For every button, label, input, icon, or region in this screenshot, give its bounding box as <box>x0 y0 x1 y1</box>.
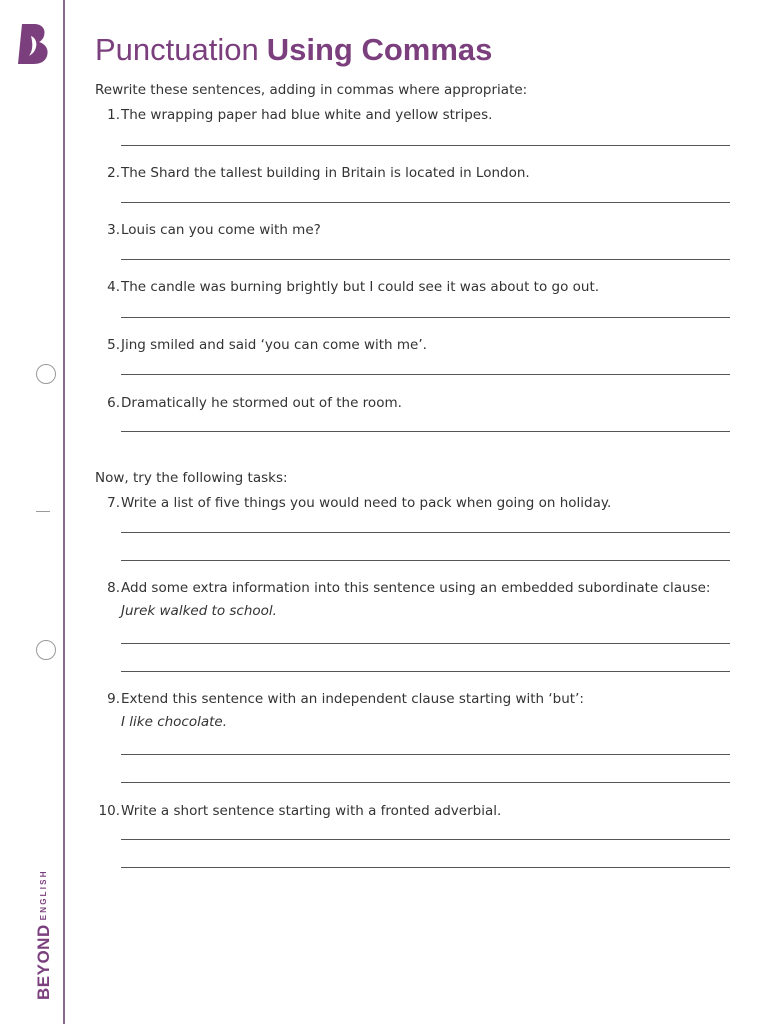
margin-line <box>63 0 65 1024</box>
question-number: 3. <box>107 222 120 238</box>
title-bold: Using Commas <box>266 32 493 67</box>
brand-sub: ENGLISH <box>39 869 48 921</box>
answer-line[interactable] <box>121 431 730 432</box>
example-sentence: I like chocolate. <box>121 714 228 730</box>
answer-line[interactable] <box>121 671 730 672</box>
question-text: Write a short sentence starting with a fronted adverbial. <box>121 803 502 819</box>
question-text: The Shard the tallest building in Britain is located in London. <box>121 165 530 181</box>
question-text: Louis can you come with me? <box>121 222 321 238</box>
question-text: The wrapping paper had blue white and yellow stripes. <box>121 107 493 123</box>
answer-line[interactable] <box>121 259 730 260</box>
answer-line[interactable] <box>121 317 730 318</box>
question-number: 6. <box>107 395 120 411</box>
question-number: 10. <box>98 803 120 819</box>
answer-line[interactable] <box>121 839 730 840</box>
question-number: 9. <box>107 691 120 707</box>
question-text: Dramatically he stormed out of the room. <box>121 395 402 411</box>
title-light: Punctuation <box>95 32 259 67</box>
answer-line[interactable] <box>121 560 730 561</box>
beyond-logo-icon <box>16 22 50 66</box>
question-text: Extend this sentence with an independent clause starting with ‘but’: <box>121 691 584 707</box>
question-number: 4. <box>107 279 120 295</box>
section2-instruction: Now, try the following tasks: <box>95 470 288 486</box>
question-text: Add some extra information into this sentence using an embedded subordinate clause: <box>121 580 711 596</box>
question-number: 8. <box>107 580 120 596</box>
answer-line[interactable] <box>121 202 730 203</box>
punch-hole-top <box>36 364 56 384</box>
answer-line[interactable] <box>121 867 730 868</box>
page-title <box>95 32 492 68</box>
brand-name: BEYOND <box>34 924 53 1000</box>
example-sentence: Jurek walked to school. <box>121 603 277 619</box>
question-number: 5. <box>107 337 120 353</box>
question-text: Jing smiled and said ‘you can come with me’. <box>121 337 427 353</box>
section1-instruction: Rewrite these sentences, adding in commas where appropriate: <box>95 82 528 98</box>
fold-mark <box>36 511 50 512</box>
brand-wordmark <box>34 869 54 1000</box>
answer-line[interactable] <box>121 782 730 783</box>
answer-line[interactable] <box>121 754 730 755</box>
question-number: 2. <box>107 165 120 181</box>
answer-line[interactable] <box>121 374 730 375</box>
question-text: The candle was burning brightly but I could see it was about to go out. <box>121 279 600 295</box>
punch-hole-bottom <box>36 640 56 660</box>
question-number: 7. <box>107 495 120 511</box>
answer-line[interactable] <box>121 643 730 644</box>
question-number: 1. <box>107 107 120 123</box>
answer-line[interactable] <box>121 145 730 146</box>
question-text: Write a list of five things you would need to pack when going on holiday. <box>121 495 612 511</box>
answer-line[interactable] <box>121 532 730 533</box>
